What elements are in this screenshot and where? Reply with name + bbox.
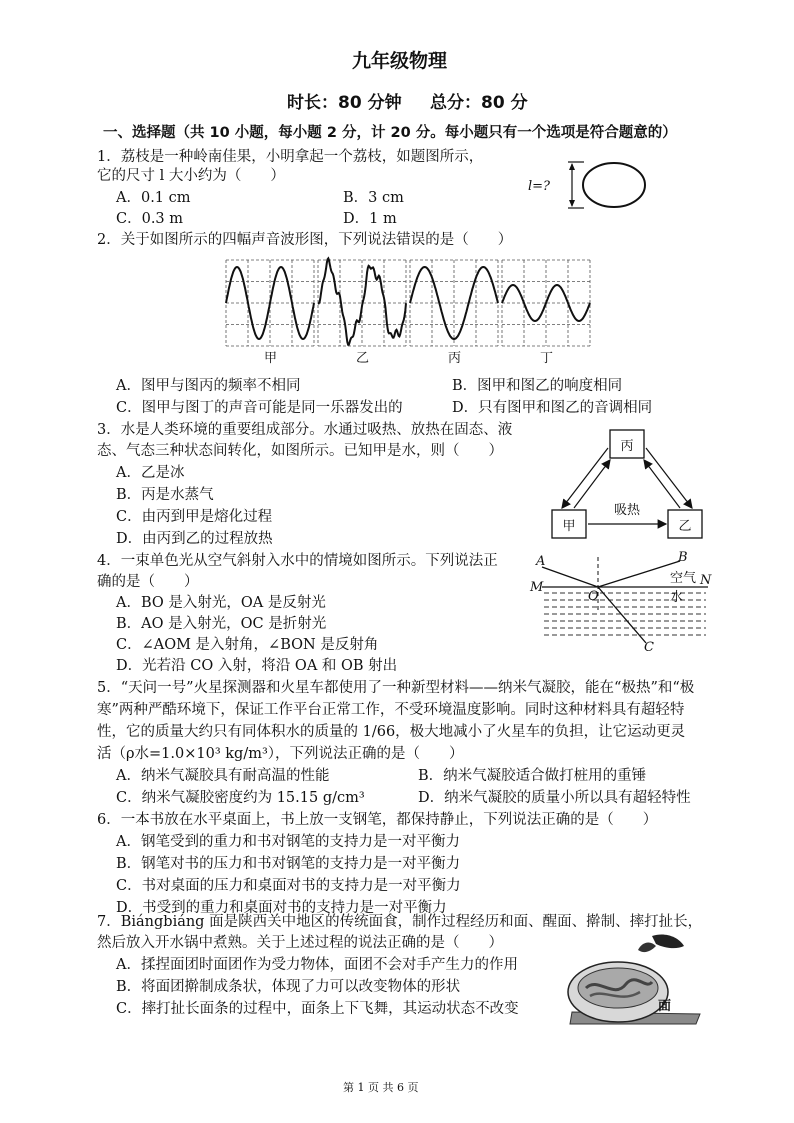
lychee-shape: [583, 163, 645, 207]
q6-stem: 6．一本书放在水平桌面上，书上放一支钢笔，都保持静止，下列说法正确的是（ ）: [97, 812, 658, 828]
q3-stem-line2: 态、气态三种状态间转化，如图所示。已知甲是水，则（ ）: [97, 443, 503, 459]
q7-stem-line2: 然后放入开水锅中煮熟。关于上述过程的说法正确的是（ ）: [97, 935, 503, 951]
state-box-jia: 甲: [562, 519, 576, 534]
q6-option-a: A．钢笔受到的重力和书对钢笔的支持力是一对平衡力: [116, 834, 460, 850]
noodle-calligraphy: 面: [658, 999, 672, 1014]
q5-option-b: B．纳米气凝胶适合做打桩用的重锤: [418, 768, 647, 784]
q2-option-c: C．图甲与图丁的声音可能是同一乐器发出的: [116, 400, 403, 416]
medium-label-water: 水: [670, 590, 684, 605]
q7-option-a: A．揉捏面团时面团作为受力物体，面团不会对手产生力的作用: [116, 957, 518, 973]
q7-stem-line1: 7．Biángbiáng 面是陕西关中地区的传统面食，制作过程经历和面、醒面、擀制、摔打扯长，: [97, 914, 703, 930]
q5-stem-line1: 5．“天问一号”火星探测器和火星车都使用了一种新型材料——纳米气凝胶，能在“极热”和“极: [97, 680, 695, 696]
q5-option-d: D．纳米气凝胶的质量小所以具有超轻特性: [418, 790, 691, 806]
q1-stem-line1: 1．荔枝是一种岭南佳果，小明拿起一个荔枝，如题图所示，: [97, 149, 484, 165]
q1-option-b: B．3 cm: [343, 190, 404, 206]
page-number: 第 1 页 共 6 页: [343, 1081, 419, 1094]
q2-option-a: A．图甲与图丙的频率不相同: [116, 378, 301, 394]
q3-option-a: A．乙是冰: [116, 465, 185, 481]
q2-option-b: B．图甲和图乙的响度相同: [452, 378, 623, 394]
arrow-label-absorb-heat: 吸热: [613, 503, 641, 518]
q3-stem-line1: 3．水是人类环境的重要组成部分。水通过吸热、放热在固态、液: [97, 422, 513, 438]
q4-option-d: D．光若沿 CO 入射，将沿 OA 和 OB 射出: [116, 658, 398, 674]
q1-option-d: D．1 m: [343, 211, 397, 227]
lychee-size-label: l=?: [528, 179, 551, 194]
medium-label-air: 空气: [670, 571, 697, 586]
waveform-label: 丁: [540, 351, 554, 366]
q7-option-c: C．摔打扯长面条的过程中，面条上下飞舞，其运动状态不改变: [116, 1001, 519, 1017]
point-label-o: O: [588, 589, 599, 604]
q3-option-c: C．由丙到甲是熔化过程: [116, 509, 273, 525]
q5-option-c: C．纳米气凝胶密度约为 15.15 g/cm³: [116, 790, 365, 806]
sound-waveforms-figure: [226, 258, 606, 368]
q5-stem-line2: 寒”两种严酷环境下，保证工作平台正常工作，不受环境温度影响。同时这种材料具有超轻特: [97, 702, 685, 718]
ray-label-b: B: [678, 550, 688, 565]
q4-stem-line1: 4．一束单色光从空气斜射入水中的情境如图所示。下列说法正: [97, 553, 498, 569]
ray-label-a: A: [536, 554, 546, 569]
q1-stem-line2: 它的尺寸 l 大小约为（ ）: [97, 168, 285, 184]
noodle-bowl-image: [560, 932, 710, 1032]
q4-option-b: B．AO 是入射光，OC 是折射光: [116, 616, 327, 632]
state-change-diagram: [548, 428, 708, 546]
q7-option-b: B．将面团擀制成条状，体现了力可以改变物体的形状: [116, 979, 461, 995]
q6-option-b: B．钢笔对书的压力和书对钢笔的支持力是一对平衡力: [116, 856, 461, 872]
q1-option-a: A．0.1 cm: [116, 190, 191, 206]
q3-option-b: B．丙是水蒸气: [116, 487, 214, 503]
q5-stem-line3: 性，它的质量大约只有同体积水的质量的 1/66，极大地减小了火星车的负担，让它运动更灵: [97, 724, 686, 740]
page-title: 九年级物理: [352, 50, 448, 72]
q4-stem-line2: 确的是（ ）: [97, 574, 199, 590]
q4-option-c: C．∠AOM 是入射角，∠BON 是反射角: [116, 637, 379, 653]
q5-stem-line4: 活（ρ水=1.0×10³ kg/m³），下列说法正确的是（ ）: [97, 746, 464, 762]
q3-option-d: D．由丙到乙的过程放热: [116, 531, 273, 547]
q5-option-a: A．纳米气凝胶具有耐高温的性能: [116, 768, 330, 784]
waveform-label: 甲: [264, 351, 278, 366]
surface-label-n: N: [700, 573, 712, 588]
surface-label-m: M: [530, 580, 544, 595]
waveform-grid: [410, 260, 498, 346]
lychee-figure: [528, 158, 658, 214]
ray-label-c: C: [644, 640, 654, 655]
state-box-bing: 丙: [620, 439, 634, 454]
waveform-label: 乙: [356, 351, 370, 366]
q6-option-d: D．书受到的重力和桌面对书的支持力是一对平衡力: [116, 900, 447, 916]
exam-total-score: 总分：80 分: [430, 93, 528, 113]
q6-option-c: C．书对桌面的压力和桌面对书的支持力是一对平衡力: [116, 878, 461, 894]
q2-option-d: D．只有图甲和图乙的音调相同: [452, 400, 653, 416]
waveform-label: 丙: [448, 351, 462, 366]
q1-option-c: C．0.3 m: [116, 211, 184, 227]
state-box-yi: 乙: [678, 519, 692, 534]
refraction-diagram: [528, 550, 718, 655]
q2-stem: 2．关于如图所示的四幅声音波形图，下列说法错误的是（ ）: [97, 232, 513, 248]
q4-option-a: A．BO 是入射光，OA 是反射光: [116, 595, 326, 611]
exam-duration: 时长：80 分钟: [287, 93, 402, 113]
section-heading: 一、选择题（共 10 小题，每小题 2 分，计 20 分。每小题只有一个选项是符合题意的）: [103, 125, 677, 141]
